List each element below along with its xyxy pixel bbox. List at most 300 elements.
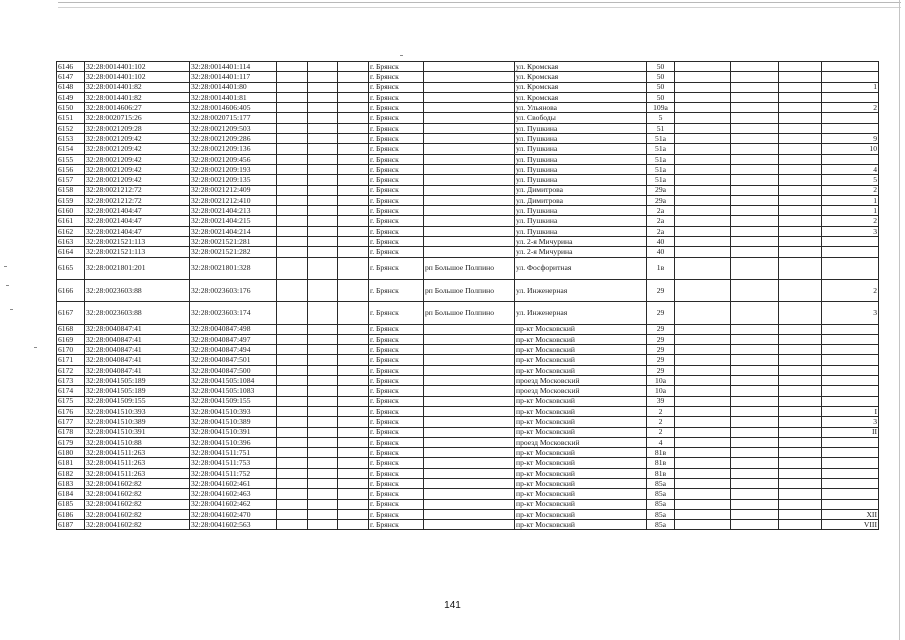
cell-empty [731,520,779,530]
cell-parcel-cadastral-number: 32:28:0041510:393 [85,406,190,416]
cell-empty [338,62,369,72]
cell-city: г. Брянск [369,62,424,72]
cell-settlement [424,345,515,355]
cell-street: пр-кт Московский [515,355,647,365]
cell-street: пр-кт Московский [515,427,647,437]
cell-record-number: 6163 [57,237,85,247]
table-row [57,113,879,123]
cell-empty [308,520,338,530]
cell-empty [338,72,369,82]
cell-empty [308,386,338,396]
cell-object-cadastral-number: 32:28:0014606:405 [190,103,277,113]
cell-empty [277,386,308,396]
scan-speck [10,309,13,310]
cell-empty [779,345,822,355]
cell-empty [779,468,822,478]
cell-empty [277,103,308,113]
cell-street: ул. Кромская [515,92,647,102]
table-row [57,195,879,205]
cell-settlement [424,417,515,427]
cell-empty [731,279,779,301]
cell-empty [779,478,822,488]
cell-settlement [424,396,515,406]
cell-parcel-cadastral-number: 32:28:0041602:82 [85,489,190,499]
cell-street: пр-кт Московский [515,417,647,427]
cell-city: г. Брянск [369,334,424,344]
cell-empty [308,103,338,113]
table-row [57,257,879,279]
cell-object-cadastral-number: 32:28:0041511:753 [190,458,277,468]
cell-house-number: 50 [647,62,675,72]
cell-empty [779,427,822,437]
cell-empty [308,355,338,365]
cell-record-number: 6158 [57,185,85,195]
cell-empty [338,144,369,154]
cell-empty [277,62,308,72]
cell-empty [779,334,822,344]
cell-street: ул. Свободы [515,113,647,123]
cell-settlement [424,144,515,154]
cell-empty [277,195,308,205]
cell-empty [308,82,338,92]
cell-settlement [424,509,515,519]
scan-speck [34,347,37,348]
table-row [57,144,879,154]
cell-empty [338,82,369,92]
cell-empty [675,386,731,396]
cell-empty [338,324,369,334]
cell-premises-number: VIII [822,520,879,530]
cell-empty [731,103,779,113]
cell-empty [731,62,779,72]
cell-city: г. Брянск [369,396,424,406]
cell-settlement [424,237,515,247]
cell-settlement [424,376,515,386]
cell-city: г. Брянск [369,195,424,205]
cell-city: г. Брянск [369,355,424,365]
cell-premises-number [822,113,879,123]
cell-empty [338,154,369,164]
cell-empty [779,237,822,247]
cell-record-number: 6153 [57,134,85,144]
cell-premises-number: 1 [822,82,879,92]
cell-parcel-cadastral-number: 32:28:0021209:42 [85,175,190,185]
cell-object-cadastral-number: 32:28:0021404:213 [190,206,277,216]
cell-record-number: 6187 [57,520,85,530]
cell-empty [731,478,779,488]
cell-street: пр-кт Московский [515,499,647,509]
cell-settlement [424,427,515,437]
cell-empty [308,396,338,406]
cell-record-number: 6157 [57,175,85,185]
cell-house-number: 51а [647,175,675,185]
cell-empty [731,406,779,416]
cell-settlement: рп Большое Полпино [424,279,515,301]
cell-empty [779,123,822,133]
cell-street: пр-кт Московский [515,448,647,458]
table-row [57,164,879,174]
cell-object-cadastral-number: 32:28:0041510:391 [190,427,277,437]
cell-record-number: 6179 [57,437,85,447]
cell-record-number: 6167 [57,302,85,324]
cell-object-cadastral-number: 32:28:0040847:500 [190,365,277,375]
cell-empty [277,509,308,519]
cell-empty [277,324,308,334]
cell-empty [675,478,731,488]
cell-record-number: 6165 [57,257,85,279]
cell-object-cadastral-number: 32:28:0021209:503 [190,123,277,133]
cell-empty [308,376,338,386]
table-row [57,185,879,195]
table-row [57,417,879,427]
cell-empty [779,175,822,185]
cell-empty [731,324,779,334]
cell-record-number: 6173 [57,376,85,386]
cell-empty [308,302,338,324]
table-row [57,406,879,416]
cell-record-number: 6159 [57,195,85,205]
cell-premises-number [822,489,879,499]
cell-empty [779,520,822,530]
cell-empty [779,185,822,195]
cell-street: пр-кт Московский [515,406,647,416]
cell-empty [779,376,822,386]
cell-house-number: 2 [647,417,675,427]
table-row [57,72,879,82]
cell-street: пр-кт Московский [515,489,647,499]
cell-settlement [424,406,515,416]
cell-empty [308,334,338,344]
table-row [57,489,879,499]
cell-empty [675,237,731,247]
cell-street: ул. Пушкина [515,123,647,133]
scan-page-edge [899,0,900,640]
cell-empty [277,216,308,226]
table-row [57,175,879,185]
cell-object-cadastral-number: 32:28:0021209:136 [190,144,277,154]
cell-empty [338,206,369,216]
cell-empty [675,489,731,499]
table-row [57,154,879,164]
cell-empty [779,134,822,144]
cell-street: ул. Димитрова [515,185,647,195]
cell-object-cadastral-number: 32:28:0023603:174 [190,302,277,324]
cell-city: г. Брянск [369,489,424,499]
cell-city: г. Брянск [369,175,424,185]
cell-empty [277,355,308,365]
cell-empty [338,257,369,279]
cell-house-number: 29 [647,355,675,365]
cell-city: г. Брянск [369,427,424,437]
cell-street: проезд Московский [515,376,647,386]
cell-settlement [424,195,515,205]
cell-empty [675,103,731,113]
cell-empty [277,123,308,133]
cell-house-number: 109а [647,103,675,113]
cell-parcel-cadastral-number: 32:28:0021209:42 [85,144,190,154]
cell-parcel-cadastral-number: 32:28:0021801:201 [85,257,190,279]
table-row [57,226,879,236]
cell-premises-number: 3 [822,417,879,427]
cell-house-number: 40 [647,237,675,247]
cell-object-cadastral-number: 32:28:0020715:177 [190,113,277,123]
cell-empty [338,185,369,195]
cell-premises-number [822,257,879,279]
cell-object-cadastral-number: 32:28:0041510:389 [190,417,277,427]
cell-empty [277,72,308,82]
cell-parcel-cadastral-number: 32:28:0014606:27 [85,103,190,113]
cell-house-number: 29 [647,302,675,324]
cell-settlement [424,216,515,226]
cell-empty [277,154,308,164]
cell-empty [675,345,731,355]
cell-object-cadastral-number: 32:28:0041602:563 [190,520,277,530]
cell-empty [731,365,779,375]
cell-empty [675,458,731,468]
cell-empty [277,257,308,279]
cell-house-number: 29 [647,279,675,301]
cell-empty [308,154,338,164]
cell-object-cadastral-number: 32:28:0040847:497 [190,334,277,344]
cell-settlement [424,334,515,344]
cell-empty [277,237,308,247]
cell-empty [731,448,779,458]
cell-settlement [424,468,515,478]
cell-parcel-cadastral-number: 32:28:0040847:41 [85,345,190,355]
cell-empty [731,154,779,164]
cell-street: пр-кт Московский [515,509,647,519]
cell-object-cadastral-number: 32:28:0014401:80 [190,82,277,92]
cell-empty [277,279,308,301]
cell-record-number: 6171 [57,355,85,365]
cell-empty [731,345,779,355]
cell-premises-number [822,437,879,447]
cell-street: ул. Пушкина [515,154,647,164]
cell-empty [731,216,779,226]
cell-parcel-cadastral-number: 32:28:0021404:47 [85,226,190,236]
cell-empty [779,386,822,396]
cell-empty [675,355,731,365]
cell-empty [338,509,369,519]
cell-empty [338,123,369,133]
cell-empty [338,216,369,226]
cell-empty [277,92,308,102]
cell-record-number: 6152 [57,123,85,133]
cell-record-number: 6181 [57,458,85,468]
cell-empty [779,257,822,279]
cell-settlement [424,448,515,458]
cell-parcel-cadastral-number: 32:28:0041602:82 [85,509,190,519]
cell-empty [779,365,822,375]
cell-empty [779,489,822,499]
cell-empty [338,458,369,468]
cell-house-number: 2 [647,427,675,437]
cell-record-number: 6151 [57,113,85,123]
cell-empty [308,237,338,247]
cell-empty [277,302,308,324]
cell-object-cadastral-number: 32:28:0041509:155 [190,396,277,406]
cell-empty [675,82,731,92]
table-row [57,237,879,247]
cell-empty [675,226,731,236]
cell-empty [277,206,308,216]
scan-speck [6,285,9,286]
cell-empty [675,279,731,301]
table-row [57,520,879,530]
cell-parcel-cadastral-number: 32:28:0040847:41 [85,334,190,344]
table-row [57,386,879,396]
cell-premises-number [822,458,879,468]
cell-empty [338,520,369,530]
cell-house-number: 10а [647,376,675,386]
table-row [57,334,879,344]
cell-empty [779,417,822,427]
cell-empty [338,247,369,257]
cell-city: г. Брянск [369,302,424,324]
cell-parcel-cadastral-number: 32:28:0021521:113 [85,247,190,257]
cell-object-cadastral-number: 32:28:0014401:117 [190,72,277,82]
cell-settlement [424,123,515,133]
cell-empty [338,478,369,488]
cell-city: г. Брянск [369,376,424,386]
cell-empty [277,437,308,447]
cell-city: г. Брянск [369,406,424,416]
cell-empty [338,345,369,355]
table-row [57,468,879,478]
cell-settlement [424,62,515,72]
cell-city: г. Брянск [369,82,424,92]
cell-empty [338,396,369,406]
cell-empty [779,247,822,257]
cell-street: проезд Московский [515,437,647,447]
cell-empty [779,396,822,406]
cell-empty [675,376,731,386]
cell-empty [731,302,779,324]
table-row [57,499,879,509]
cell-empty [277,458,308,468]
cell-city: г. Брянск [369,386,424,396]
cell-object-cadastral-number: 32:28:0041602:463 [190,489,277,499]
cell-empty [338,437,369,447]
cell-empty [277,489,308,499]
cell-empty [779,216,822,226]
cell-empty [675,62,731,72]
cell-parcel-cadastral-number: 32:28:0041602:82 [85,520,190,530]
cell-empty [277,396,308,406]
cell-record-number: 6170 [57,345,85,355]
cell-object-cadastral-number: 32:28:0040847:494 [190,345,277,355]
cell-record-number: 6146 [57,62,85,72]
cell-house-number: 2а [647,226,675,236]
cell-street: ул. Пушкина [515,206,647,216]
cell-city: г. Брянск [369,134,424,144]
cell-empty [779,92,822,102]
cell-empty [308,499,338,509]
cell-street: ул. Кромская [515,62,647,72]
cell-empty [731,509,779,519]
cell-object-cadastral-number: 32:28:0041602:461 [190,478,277,488]
cell-city: г. Брянск [369,468,424,478]
cell-empty [308,427,338,437]
cell-parcel-cadastral-number: 32:28:0041511:263 [85,468,190,478]
table-row [57,216,879,226]
cell-parcel-cadastral-number: 32:28:0021209:42 [85,164,190,174]
cell-empty [779,324,822,334]
cell-object-cadastral-number: 32:28:0041505:1084 [190,376,277,386]
cell-empty [338,103,369,113]
cell-empty [277,247,308,257]
cell-empty [308,144,338,154]
cell-empty [731,257,779,279]
cell-empty [779,355,822,365]
register-table [56,61,879,530]
cell-empty [675,175,731,185]
cell-empty [308,345,338,355]
cell-city: г. Брянск [369,417,424,427]
cell-empty [308,226,338,236]
cell-empty [779,458,822,468]
cell-city: г. Брянск [369,437,424,447]
table-row [57,82,879,92]
cell-street: пр-кт Московский [515,324,647,334]
cell-street: ул. Пушкина [515,175,647,185]
cell-premises-number [822,123,879,133]
cell-record-number: 6178 [57,427,85,437]
cell-empty [277,185,308,195]
cell-empty [277,134,308,144]
cell-empty [731,195,779,205]
cell-empty [277,334,308,344]
table-row [57,365,879,375]
cell-empty [779,195,822,205]
cell-parcel-cadastral-number: 32:28:0041510:88 [85,437,190,447]
cell-city: г. Брянск [369,520,424,530]
cell-record-number: 6186 [57,509,85,519]
cell-city: г. Брянск [369,499,424,509]
cell-house-number: 29а [647,195,675,205]
cell-street: ул. Димитрова [515,195,647,205]
cell-object-cadastral-number: 32:28:0021801:328 [190,257,277,279]
cell-city: г. Брянск [369,72,424,82]
cell-parcel-cadastral-number: 32:28:0021212:72 [85,195,190,205]
cell-premises-number [822,62,879,72]
cell-empty [338,237,369,247]
cell-house-number: 51а [647,154,675,164]
cell-empty [308,406,338,416]
cell-premises-number: 4 [822,164,879,174]
cell-premises-number: 2 [822,185,879,195]
cell-object-cadastral-number: 32:28:0041511:751 [190,448,277,458]
cell-house-number: 29 [647,365,675,375]
cell-empty [308,72,338,82]
cell-empty [675,499,731,509]
cell-object-cadastral-number: 32:28:0021521:281 [190,237,277,247]
cell-settlement [424,365,515,375]
cell-settlement [424,92,515,102]
cell-empty [675,195,731,205]
cell-parcel-cadastral-number: 32:28:0040847:41 [85,365,190,375]
cell-house-number: 85а [647,509,675,519]
cell-empty [675,406,731,416]
table-row [57,324,879,334]
cell-record-number: 6175 [57,396,85,406]
cell-parcel-cadastral-number: 32:28:0041505:189 [85,376,190,386]
cell-parcel-cadastral-number: 32:28:0041510:389 [85,417,190,427]
cell-city: г. Брянск [369,216,424,226]
cell-record-number: 6168 [57,324,85,334]
cell-record-number: 6161 [57,216,85,226]
cell-empty [277,113,308,123]
